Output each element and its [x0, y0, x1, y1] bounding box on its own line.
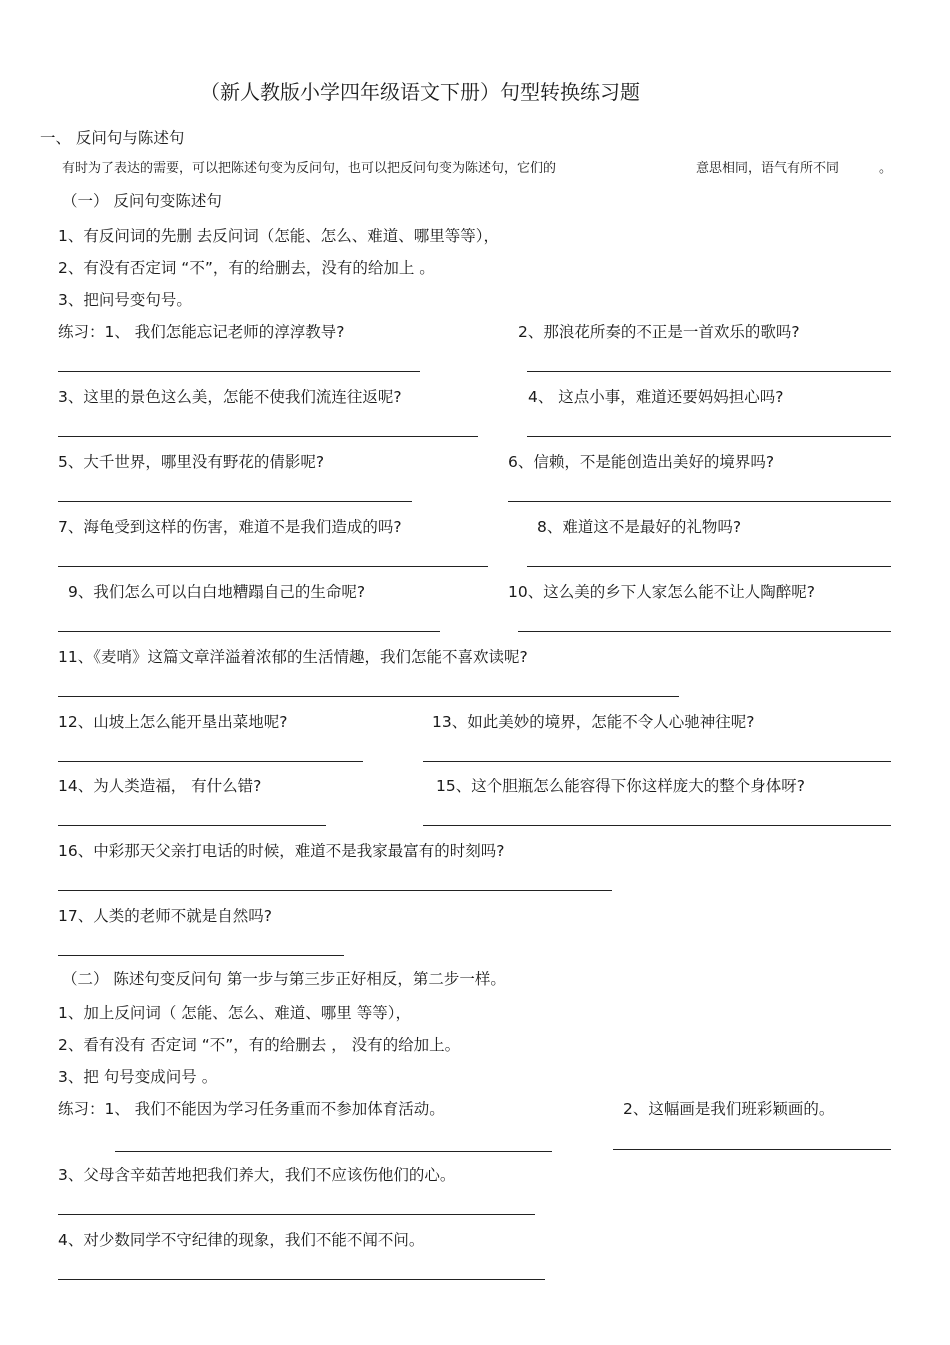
answer-line[interactable]	[527, 566, 891, 567]
answer-line[interactable]	[58, 631, 440, 632]
rule-text: 1、有反问词的先删 去反问词（怎能、怎么、难道、哪里等等），	[58, 227, 500, 245]
exercise-question: 7、海龟受到这样的伤害，难道不是我们造成的吗?	[58, 518, 402, 536]
answer-line[interactable]	[58, 890, 612, 891]
section-intro-end: 。	[879, 161, 893, 176]
rule-text: 1、加上反问词（ 怎能、怎么、难道、哪里 等等），	[58, 1004, 411, 1022]
answer-line[interactable]	[613, 1149, 891, 1150]
rule-text: 2、看有没有 否定词 “不”，有的给删去 ， 没有的给加上。	[58, 1036, 461, 1054]
part1-heading: （一） 反问句变陈述句	[62, 192, 222, 210]
rule-text: 3、把 句号变成问号 。	[58, 1068, 218, 1086]
exercise-question: 9、我们怎么可以白白地糟蹋自己的生命呢?	[68, 583, 366, 601]
exercise-question: 13、如此美妙的境界，怎能不令人心驰神往呢?	[432, 713, 755, 731]
exercise-question: 4、对少数同学不守纪律的现象，我们不能不闻不问。	[58, 1231, 425, 1249]
answer-line[interactable]	[527, 436, 891, 437]
answer-line[interactable]	[58, 1214, 535, 1215]
answer-line[interactable]	[58, 436, 478, 437]
exercise-question: 5、大千世界，哪里没有野花的倩影呢?	[58, 453, 325, 471]
answer-line[interactable]	[58, 1279, 545, 1280]
answer-line[interactable]	[115, 1151, 552, 1152]
exercise-question: 练习：1、 我们怎能忘记老师的淳淳教导?	[58, 323, 345, 341]
answer-line[interactable]	[58, 501, 412, 502]
section-intro-right: 意思相同，语气有所不同	[696, 161, 840, 176]
answer-line[interactable]	[518, 631, 891, 632]
section-heading: 一、 反问句与陈述句	[40, 129, 185, 147]
exercise-question: 4、 这点小事，难道还要妈妈担心吗?	[528, 388, 784, 406]
answer-line[interactable]	[423, 761, 891, 762]
exercise-question: 11、《麦哨》这篇文章洋溢着浓郁的生活情趣，我们怎能不喜欢读呢?	[58, 648, 528, 666]
exercise-question: 练习：1、 我们不能因为学习任务重而不参加体育活动。	[58, 1100, 445, 1118]
exercise-question: 17、人类的老师不就是自然吗?	[58, 907, 272, 925]
answer-line[interactable]	[58, 566, 488, 567]
exercise-question: 6、信赖，不是能创造出美好的境界吗?	[508, 453, 775, 471]
exercise-question: 2、这幅画是我们班彩颖画的。	[623, 1100, 835, 1118]
part2-heading: （二） 陈述句变反问句 第一步与第三步正好相反，第二步一样。	[62, 970, 506, 988]
exercise-question: 14、为人类造福， 有什么错?	[58, 777, 262, 795]
answer-line[interactable]	[423, 825, 891, 826]
exercise-question: 8、难道这不是最好的礼物吗?	[537, 518, 742, 536]
answer-line[interactable]	[508, 501, 891, 502]
exercise-question: 3、父母含辛茹苦地把我们养大，我们不应该伤他们的心。	[58, 1166, 456, 1184]
rule-text: 3、把问号变句号。	[58, 291, 192, 309]
exercise-question: 12、山坡上怎么能开垦出菜地呢?	[58, 713, 288, 731]
answer-line[interactable]	[58, 955, 344, 956]
answer-line[interactable]	[58, 825, 326, 826]
rule-text: 2、有没有否定词 “不”，有的给删去，没有的给加上 。	[58, 259, 435, 277]
page-title: （新人教版小学四年级语文下册）句型转换练习题	[200, 80, 640, 104]
answer-line[interactable]	[58, 371, 420, 372]
exercise-question: 2、那浪花所奏的不正是一首欢乐的歌吗?	[518, 323, 800, 341]
exercise-question: 10、这么美的乡下人家怎么能不让人陶醉呢?	[508, 583, 815, 601]
exercise-question: 16、中彩那天父亲打电话的时候，难道不是我家最富有的时刻吗?	[58, 842, 505, 860]
exercise-question: 15、这个胆瓶怎么能容得下你这样庞大的整个身体呀?	[436, 777, 805, 795]
exercise-question: 3、这里的景色这么美，怎能不使我们流连往返呢?	[58, 388, 402, 406]
section-intro-left: 有时为了表达的需要，可以把陈述句变为反问句，也可以把反问句变为陈述句，它们的	[62, 161, 557, 176]
answer-line[interactable]	[58, 696, 679, 697]
answer-line[interactable]	[58, 761, 363, 762]
answer-line[interactable]	[527, 371, 891, 372]
